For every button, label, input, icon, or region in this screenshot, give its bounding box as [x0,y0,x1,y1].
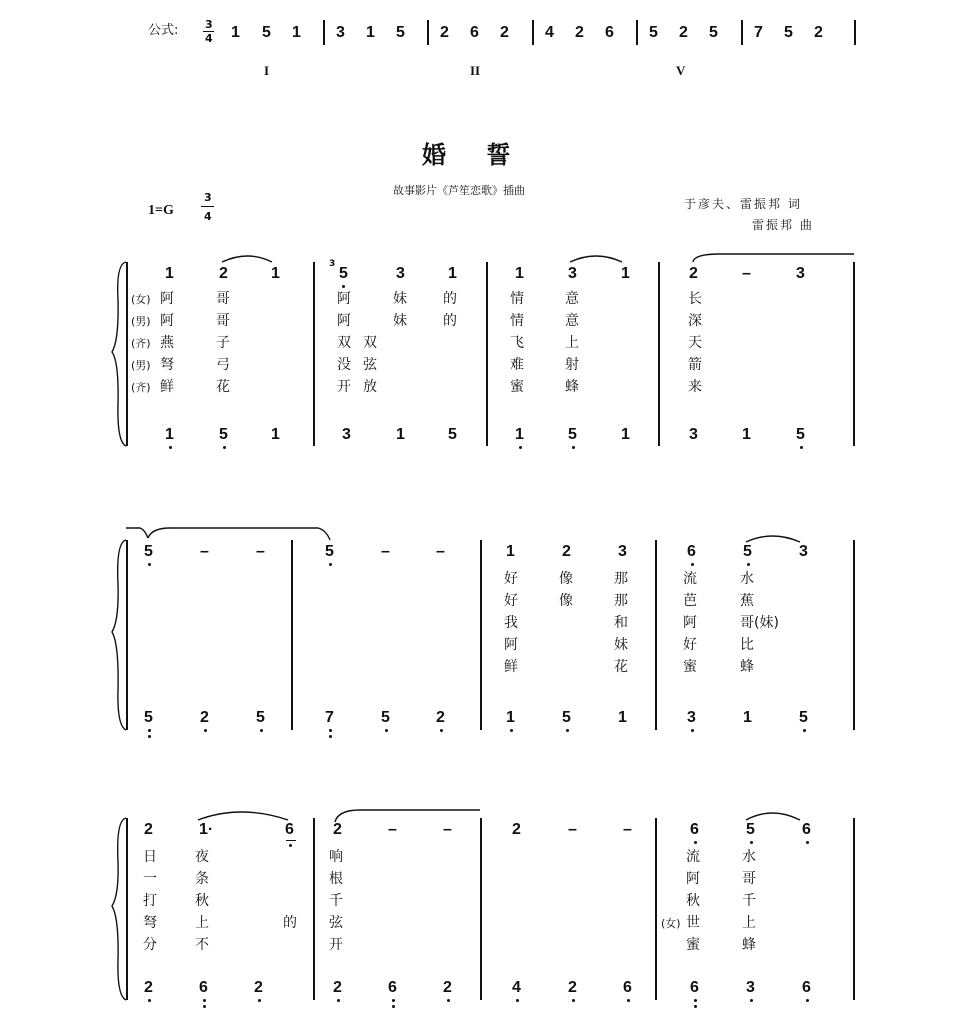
lyric: 开 [337,379,351,395]
lyric: 花 [216,379,230,395]
lyric: 蕉 [740,593,754,609]
melody-note: 3 [796,265,805,282]
lyric: 子 [216,335,230,351]
lyric: 像 [559,593,573,609]
low-octave-dot [691,563,694,566]
bass-note: 5 [448,426,457,443]
lyric: 没 [337,357,351,373]
melody-note: 3 [618,543,627,560]
chord-roman: V [676,63,686,78]
melody-note: 1 [515,265,524,282]
lyric: 开 [329,937,343,953]
low-octave-dot [392,999,395,1002]
melody-note: 2 [333,821,342,838]
melody-note: 1 [621,265,630,282]
voice-label: (男) [131,359,151,372]
bass-note: 3 [746,979,755,996]
lyric: 阿 [160,291,174,307]
low-octave-dot [440,729,443,732]
melody-note: 5 [743,543,752,560]
low-octave-dot [148,735,151,738]
bass-note: 6 [199,979,208,996]
bass-note: 1 [396,426,405,443]
low-octave-dot [694,841,697,844]
lyric: 阿 [160,313,174,329]
bass-note: 2 [254,979,263,996]
barline [486,262,488,446]
lyric: 意 [565,313,579,329]
melody-note: 5 [325,543,334,560]
meter-bottom: 4 [204,210,212,223]
melody-note: 3 [799,543,808,560]
formula-note: 1 [366,24,375,41]
key-signature: 1=G [148,203,174,218]
voice-label: (男) [131,315,151,328]
bass-note: 2 [200,709,209,726]
lyric: 上 [565,335,579,351]
lyric: 妹 [393,313,407,329]
bass-note: 1 [271,426,280,443]
voice-label: (齐) [131,381,151,394]
bass-note: 1 [621,426,630,443]
lyric: 的 [443,291,457,307]
low-octave-dot [204,729,207,732]
bass-note: 7 [325,709,334,726]
lyric: 蜜 [683,659,697,675]
voice-label: (齐) [131,337,151,350]
credit-music: 雷振邦 曲 [752,218,814,232]
low-octave-dot [329,563,332,566]
lyric: 响 [329,849,343,865]
lyric: 蜂 [565,379,579,395]
formula-note: 4 [545,24,554,41]
melody-note: 2 [144,821,153,838]
lyric: 和 [614,615,628,631]
low-octave-dot [289,844,292,847]
formula-note: 3 [336,24,345,41]
formula-meter-top: 3 [205,18,213,31]
low-octave-dot [329,729,332,732]
lyric: 我 [504,615,518,631]
lyric: 妹 [393,291,407,307]
bass-note: 5 [144,709,153,726]
lyric: 来 [688,379,702,395]
low-octave-dot [329,735,332,738]
low-octave-dot [260,729,263,732]
credit-lyrics: 于彦夫、雷振邦 词 [684,197,802,211]
lyric: 箭 [688,357,702,373]
underline-beat [286,840,296,841]
formula-note: 5 [784,24,793,41]
lyric: 流 [683,571,697,587]
melody-note: – [388,821,397,838]
bass-note: 3 [689,426,698,443]
lyric: 像 [559,571,573,587]
lyric: 流 [686,849,700,865]
lyric: 蜜 [510,379,524,395]
bass-note: 5 [799,709,808,726]
lyric: 哥 [742,871,756,887]
low-octave-dot [148,563,151,566]
melody-note: 2 [512,821,521,838]
formula-note: 7 [754,24,763,41]
bass-note: 2 [436,709,445,726]
formula-label: 公式: [148,23,179,38]
melody-note: – [623,821,632,838]
bass-note: 6 [388,979,397,996]
lyric: 那 [614,593,628,609]
lyric: 的 [283,915,297,931]
bass-note: 5 [568,426,577,443]
lyric: 燕 [160,335,174,351]
bass-note: 2 [144,979,153,996]
melody-note: 5 [746,821,755,838]
lyric: 深 [688,313,702,329]
system-barline [126,540,128,730]
formula-note: 5 [396,24,405,41]
song-subtitle: 故事影片《芦笙恋歌》插曲 [393,184,525,197]
lyric: 情 [510,313,524,329]
lyric: 哥 [216,291,230,307]
lyric: 的 [443,313,457,329]
lyric: 花 [614,659,628,675]
lyric: 难 [510,357,524,373]
low-octave-dot [750,841,753,844]
lyric: 世 [686,915,700,931]
bass-note: 5 [219,426,228,443]
melody-note: – [381,543,390,560]
melody-note: 1· [199,821,214,838]
bass-note: 5 [256,709,265,726]
system-barline [126,262,128,446]
formula-note: 5 [262,24,271,41]
lyric: 阿 [337,313,351,329]
formula-note: 5 [649,24,658,41]
lyric: 哥(妹) [740,615,779,631]
low-octave-dot [148,729,151,732]
low-octave-dot [572,999,575,1002]
bass-note: 5 [562,709,571,726]
melody-note: 2 [219,265,228,282]
bass-note: 1 [515,426,524,443]
lyric: 弓 [216,357,230,373]
melody-note: – [200,543,209,560]
barline [853,262,855,446]
lyric: 天 [688,335,702,351]
barline [313,262,315,446]
low-octave-dot [800,446,803,449]
lyric: 打 [143,893,157,909]
meter-top: 3 [204,191,212,204]
low-octave-dot [516,999,519,1002]
lyric: 上 [195,915,209,931]
melody-note: 5 [144,543,153,560]
low-octave-dot [691,729,694,732]
voice-label: (女) [661,917,681,930]
lyric: 意 [565,291,579,307]
melody-note: 3 [568,265,577,282]
lyric: 长 [688,291,702,307]
lyric: 好 [683,637,697,653]
lyric: 阿 [504,637,518,653]
formula-note: 6 [470,24,479,41]
barline [313,818,315,1000]
bass-note: 2 [333,979,342,996]
voice-label: (女) [131,293,151,306]
formula-note: 1 [292,24,301,41]
melody-note: 6 [285,821,294,838]
low-octave-dot [566,729,569,732]
lyric: 条 [195,871,209,887]
barline [655,818,657,1000]
low-octave-dot [223,446,226,449]
bass-note: 2 [568,979,577,996]
lyric: 比 [740,637,754,653]
bass-note: 3 [342,426,351,443]
low-octave-dot [203,999,206,1002]
melody-note: 6 [687,543,696,560]
bass-note: 6 [623,979,632,996]
lyric: 水 [742,849,756,865]
chord-roman: I [264,63,270,78]
song-title: 婚 誓 [422,141,527,169]
melody-note: 6 [690,821,699,838]
lyric: 好 [504,593,518,609]
lyric: 妹 [614,637,628,653]
low-octave-dot [385,729,388,732]
lyric: 不 [195,937,209,953]
barline [853,818,855,1000]
bass-note: 5 [796,426,805,443]
lyric: 根 [329,871,343,887]
melody-note: – [256,543,265,560]
lyric: 夜 [195,849,209,865]
bass-note: 1 [743,709,752,726]
formula-note: 5 [709,24,718,41]
barline [480,540,482,730]
formula-note: 2 [575,24,584,41]
barline [655,540,657,730]
chord-roman: II [470,63,481,78]
lyric: 弦 [329,915,343,931]
lyric: 放 [363,379,377,395]
lyric: 弦 [363,357,377,373]
melody-note: – [436,543,445,560]
lyric: 千 [329,893,343,909]
low-octave-dot [694,999,697,1002]
low-octave-dot [148,999,151,1002]
melody-note: – [568,821,577,838]
low-octave-dot [519,446,522,449]
melody-note: – [742,265,751,282]
low-octave-dot [747,563,750,566]
melody-note: – [443,821,452,838]
lyric: 一 [143,871,157,887]
lyric: 哥 [216,313,230,329]
lyric: 日 [143,849,157,865]
lyric: 飞 [510,335,524,351]
formula-note: 1 [231,24,240,41]
barline [480,818,482,1000]
lyric: 蜜 [686,937,700,953]
melody-note: 1 [448,265,457,282]
bass-note: 1 [165,426,174,443]
formula-note: 2 [440,24,449,41]
low-octave-dot [342,285,345,288]
melody-note: 6 [802,821,811,838]
low-octave-dot [510,729,513,732]
low-octave-dot [447,999,450,1002]
low-octave-dot [806,999,809,1002]
lyric: 双 [363,335,377,351]
bass-note: 4 [512,979,521,996]
lyric: 好 [504,571,518,587]
formula-note: 2 [814,24,823,41]
bass-note: 2 [443,979,452,996]
lyric: 秋 [195,893,209,909]
lyric: 蜂 [742,937,756,953]
low-octave-dot [258,999,261,1002]
lyric: 芭 [683,593,697,609]
lyric: 鲜 [160,379,174,395]
system-barline [126,818,128,1000]
lyric: 上 [742,915,756,931]
barline [658,262,660,446]
lyric: 那 [614,571,628,587]
lyric: 分 [143,937,157,953]
lyric: 情 [510,291,524,307]
barline [291,540,293,730]
lyric: 蜂 [740,659,754,675]
formula-note: 2 [679,24,688,41]
bass-note: 6 [690,979,699,996]
melody-note: 1 [506,543,515,560]
bass-note: 5 [381,709,390,726]
lyric: 阿 [683,615,697,631]
low-octave-dot [627,999,630,1002]
low-octave-dot [803,729,806,732]
bass-note: 1 [618,709,627,726]
low-octave-dot [203,1005,206,1008]
melody-note: 5 [339,265,348,282]
lyric: 双 [337,335,351,351]
bass-note: 3 [687,709,696,726]
formula-meter-bottom: 4 [205,32,213,45]
low-octave-dot [392,1005,395,1008]
lyric: 水 [740,571,754,587]
formula-note: 2 [500,24,509,41]
bass-note: 6 [802,979,811,996]
melody-note: 1 [165,265,174,282]
barline [853,540,855,730]
melody-note: 1 [271,265,280,282]
grace-note: 3 [329,259,336,269]
lyric: 弩 [160,357,174,373]
melody-note: 2 [562,543,571,560]
lyric: 阿 [337,291,351,307]
formula-note: 6 [605,24,614,41]
bass-note: 1 [506,709,515,726]
lyric: 鲜 [504,659,518,675]
low-octave-dot [806,841,809,844]
lyric: 阿 [686,871,700,887]
bass-note: 1 [742,426,751,443]
melody-note: 3 [396,265,405,282]
low-octave-dot [750,999,753,1002]
lyric: 千 [742,893,756,909]
low-octave-dot [169,446,172,449]
low-octave-dot [337,999,340,1002]
lyric: 弩 [143,915,157,931]
lyric: 射 [565,357,579,373]
low-octave-dot [572,446,575,449]
lyric: 秋 [686,893,700,909]
melody-note: 2 [689,265,698,282]
low-octave-dot [694,1005,697,1008]
